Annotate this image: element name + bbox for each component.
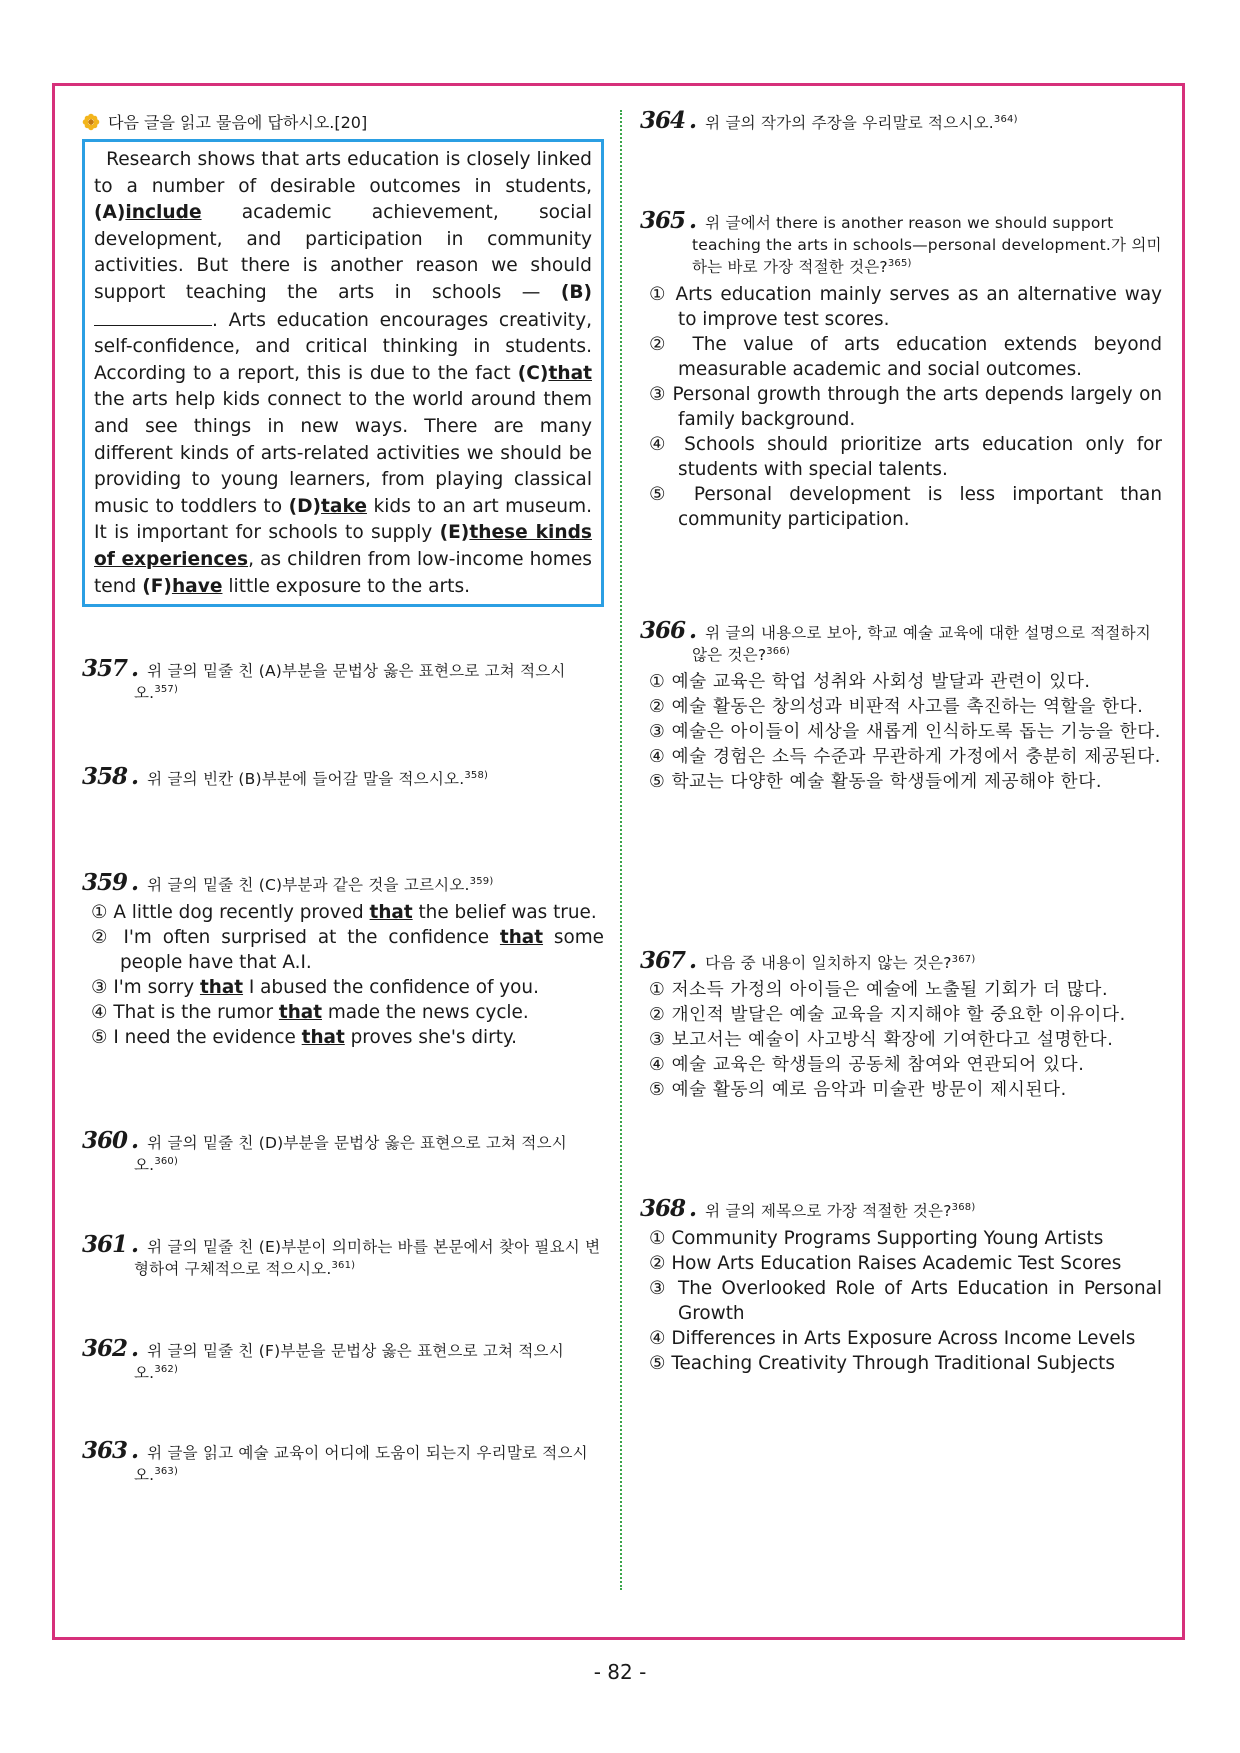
- question-366: 366 . 위 글의 내용으로 보아, 학교 예술 교육에 대한 설명으로 적절하지 않은 것은?$^{366)}$ ① 예술 교육은 학업 성취와 사회성 발달과 관련이 있다. ② 예술 활동은 창의성과 비판적 사고를 촉진하는 역할을 한다. ③ 예술은 아이들이 세상을 새롭게 인식하도록 돕는 기능을 한다. ④ 예술 경험은 소득 수준과 무관하게 가정에서 충분히 제공된다. ⑤ 학교는 다양한 예술 활동을 학생들에게 제공해야 한다.: [640, 620, 1162, 795]
- option-3[interactable]: ③ Personal growth through the arts depends largely on family background.: [649, 384, 1162, 430]
- footnote-ref: 357): [154, 683, 179, 695]
- passage-text: kids to an art museum. It is important for schools to supply: [94, 495, 592, 544]
- footnote-ref: 363): [154, 1465, 179, 1477]
- label-d: (D): [288, 495, 322, 517]
- option-5[interactable]: ⑤ 예술 활동의 예로 음악과 미술관 방문이 제시된다.: [649, 1080, 1067, 1100]
- question-text: 위 글의 제목으로 가장 적절한 것은?: [705, 1202, 952, 1220]
- option-4[interactable]: ④ Differences in Arts Exposure Across Income Levels: [649, 1328, 1136, 1349]
- blank-b: [94, 307, 212, 326]
- option-4[interactable]: ④ 예술 교육은 학생들의 공동체 참여와 연관되어 있다.: [649, 1055, 1085, 1075]
- option-2[interactable]: ② 개인적 발달은 예술 교육을 지지해야 할 중요한 이유이다.: [649, 1005, 1126, 1025]
- footnote-ref: 368): [951, 1201, 976, 1213]
- option-1[interactable]: ① Arts education mainly serves as an alternative way to improve test scores.: [649, 284, 1162, 330]
- question-text: 위 글의 밑줄 친 (F)부분을 문법상 옳은 표현으로 고쳐 적으시오.: [134, 1342, 564, 1382]
- question-text: 위 글의 밑줄 친 (C)부분과 같은 것을 고르시오.: [147, 876, 470, 894]
- question-text: 다음 중 내용이 일치하지 않는 것은?: [705, 954, 952, 972]
- label-e: (E): [439, 522, 470, 544]
- passage-text: the arts help kids connect to the world around them and see things in new ways. There are many different kinds of arts-related activities we should be providing to young learners, from playing classical music to toddlers to: [94, 389, 592, 517]
- option-3[interactable]: ③ 보고서는 예술이 사고방식 확장에 기여한다고 설명한다.: [649, 1030, 1114, 1050]
- question-368: 368 . 위 글의 제목으로 가장 적절한 것은?$^{368)}$ ① Community Programs Supporting Young Artists ② How Arts Education Raises Academic Test Scores ③ The Overlooked Role of Arts Education in Personal Growth ④ Differences in Arts Exposure Across Income Levels ⑤ Teaching Creativity Through Traditional Subjects: [640, 1195, 1162, 1374]
- passage-text: , as children from low-income homes tend: [94, 548, 592, 597]
- question-text: 위 글의 밑줄 친 (D)부분을 문법상 옳은 표현으로 고쳐 적으시오.: [134, 1134, 567, 1174]
- underlined-d: take: [321, 495, 367, 517]
- question-number: 361: [82, 1231, 128, 1258]
- passage-text: academic achievement, social development, and participation in community activities. But there is another reason we should support teaching the arts in schools —: [94, 202, 592, 303]
- question-text: 위 글의 작가의 주장을 우리말로 적으시오.: [705, 114, 994, 132]
- option-2[interactable]: ② The value of arts education extends beyond measurable academic and social outcomes.: [649, 334, 1162, 380]
- footnote-ref: 360): [154, 1155, 179, 1167]
- question-number: 362: [82, 1335, 128, 1362]
- underlined-c: that: [548, 362, 592, 384]
- left-column: [82, 110, 604, 1484]
- question-text: 위 글의 밑줄 친 (E)부분이 의미하는 바를 본문에서 찾아 필요시 변형하여 구체적으로 적으시오.: [134, 1238, 601, 1278]
- option-4[interactable]: ④ That is the rumor that made the news cycle.: [91, 1002, 529, 1023]
- question-number: 364: [640, 107, 686, 134]
- question-364: 364 . 위 글의 작가의 주장을 우리말로 적으시오.$^{364)}$: [640, 107, 1018, 134]
- option-5[interactable]: ⑤ Teaching Creativity Through Traditional Subjects: [649, 1353, 1115, 1374]
- underlined-f: have: [171, 575, 223, 597]
- question-number: 360: [82, 1127, 128, 1154]
- reading-passage: [82, 139, 604, 607]
- question-358: 358 . 위 글의 빈칸 (B)부분에 들어갈 말을 적으시오.$^{358)}$: [82, 763, 489, 790]
- underlined-a: include: [125, 202, 202, 224]
- option-5[interactable]: ⑤ 학교는 다양한 예술 활동을 학생들에게 제공해야 한다.: [649, 772, 1103, 792]
- label-c: (C): [517, 362, 549, 384]
- page-number: - 82 -: [593, 1660, 647, 1684]
- label-b: (B): [560, 281, 592, 303]
- underlined-e: these kinds of experiences: [94, 522, 592, 570]
- question-363: 363 . 위 글을 읽고 예술 교육이 어디에 도움이 되는지 우리말로 적으시오.$^{363)}$: [82, 1437, 588, 1484]
- option-3[interactable]: ③ I'm sorry that I abused the confidence of you.: [91, 977, 539, 998]
- question-text: 위 글을 읽고 예술 교육이 어디에 도움이 되는지 우리말로 적으시오.: [134, 1444, 588, 1484]
- instruction-line: [82, 110, 604, 133]
- passage-text: little exposure to the arts.: [222, 575, 471, 597]
- footnote-ref: 359): [469, 875, 494, 887]
- option-5[interactable]: ⑤ I need the evidence that proves she's dirty.: [91, 1027, 518, 1048]
- question-number: 357: [82, 655, 128, 682]
- question-367: 367 . 다음 중 내용이 일치하지 않는 것은?$^{367)}$ ① 저소득 가정의 아이들은 예술에 노출될 기회가 더 많다. ② 개인적 발달은 예술 교육을 지지해야 할 중요한 이유이다. ③ 보고서는 예술이 사고방식 확장에 기여한다고 설명한다. ④ 예술 교육은 학생들의 공동체 참여와 연관되어 있다. ⑤ 예술 활동의 예로 음악과 미술관 방문이 제시된다.: [640, 950, 1162, 1103]
- question-359: 359 . 위 글의 밑줄 친 (C)부분과 같은 것을 고르시오.$^{359)}$ ① A little dog recently proved that the belief was true. ② I'm often surprised at the confidence that some people have that A.I. ③ I'm sorry that I abused the confidence of you. ④ That is the rumor that made the news cycle. ⑤ I need the evidence that proves she's dirty.: [82, 869, 604, 1048]
- question-text: 위 글의 빈칸 (B)부분에 들어갈 말을 적으시오.: [147, 770, 465, 788]
- question-number: 366: [640, 617, 686, 644]
- option-2[interactable]: ② How Arts Education Raises Academic Test Scores: [649, 1253, 1122, 1274]
- question-number: 363: [82, 1437, 128, 1464]
- option-1[interactable]: ① A little dog recently proved that the belief was true.: [91, 902, 597, 923]
- passage-text: . Arts education encourages creativity, self-confidence, and critical thinking in students. According to a report, this is due to the fact: [94, 309, 592, 384]
- question-number: 365: [640, 207, 686, 234]
- footnote-ref: 358): [464, 769, 489, 781]
- option-5[interactable]: ⑤ Personal development is less important than community participation.: [649, 484, 1162, 530]
- option-4[interactable]: ④ Schools should prioritize arts education only for students with special talents.: [649, 434, 1162, 480]
- option-1[interactable]: ① 예술 교육은 학업 성취와 사회성 발달과 관련이 있다.: [649, 672, 1091, 692]
- question-number: 358: [82, 763, 128, 790]
- footnote-ref: 365): [887, 257, 912, 269]
- option-1[interactable]: ① Community Programs Supporting Young Artists: [649, 1228, 1104, 1249]
- question-360: 360 . 위 글의 밑줄 친 (D)부분을 문법상 옳은 표현으로 고쳐 적으시오.$^{360)}$: [82, 1127, 567, 1174]
- option-1[interactable]: ① 저소득 가정의 아이들은 예술에 노출될 기회가 더 많다.: [649, 980, 1109, 1000]
- footnote-ref: 361): [331, 1259, 356, 1271]
- footnote-ref: 366): [766, 645, 791, 657]
- option-2[interactable]: ② 예술 활동은 창의성과 비판적 사고를 촉진하는 역할을 한다.: [649, 697, 1144, 717]
- instruction-text: 다음 글을 읽고 물음에 답하시오.[20]: [108, 113, 368, 132]
- column-divider: [620, 110, 622, 1590]
- question-362: 362 . 위 글의 밑줄 친 (F)부분을 문법상 옳은 표현으로 고쳐 적으시오.$^{362)}$: [82, 1335, 564, 1382]
- question-365: 365 . 위 글에서 there is another reason we should support teaching the arts in schools—personal development.가 의미하는 바로 가장 적절한 것은?$^{365)}$ ① Arts education mainly serves as an alternative way to improve test scores. ② The value of arts education extends beyond measurable academic and social outcomes. ③ Personal growth through the arts depends largely on family background. ④ Schools should prioritize arts education only for students with special talents. ⑤ Personal development is less important than community participation.: [640, 207, 1162, 530]
- label-a: (A): [94, 202, 126, 224]
- question-number: 359: [82, 869, 128, 896]
- flower-icon: [82, 113, 100, 131]
- option-3[interactable]: ③ 예술은 아이들이 세상을 새롭게 인식하도록 돕는 기능을 한다.: [649, 722, 1161, 742]
- option-3[interactable]: ③ The Overlooked Role of Arts Education in Personal Growth: [649, 1278, 1162, 1324]
- footnote-ref: 364): [993, 113, 1018, 125]
- question-357: 357 . 위 글의 밑줄 친 (A)부분을 문법상 옳은 표현으로 고쳐 적으시오.$^{357)}$: [82, 655, 566, 702]
- question-361: 361 . 위 글의 밑줄 친 (E)부분이 의미하는 바를 본문에서 찾아 필요시 변형하여 구체적으로 적으시오.$^{361)}$: [82, 1231, 601, 1278]
- question-number: 367: [640, 947, 686, 974]
- question-number: 368: [640, 1195, 686, 1222]
- label-f: (F): [142, 575, 172, 597]
- footnote-ref: 367): [951, 953, 976, 965]
- option-2[interactable]: ② I'm often surprised at the confidence that some people have that A.I.: [91, 927, 604, 973]
- question-text: 위 글의 내용으로 보아, 학교 예술 교육에 대한 설명으로 적절하지 않은 것은?: [692, 624, 1151, 664]
- option-4[interactable]: ④ 예술 경험은 소득 수준과 무관하게 가정에서 충분히 제공된다.: [649, 747, 1161, 767]
- question-text: 위 글에서 there is another reason we should support teaching the arts in schools—personal development.가 의미하는 바로 가장 적절한 것은?: [692, 214, 1162, 276]
- passage-text: Research shows that arts education is closely linked to a number of desirable outcomes in students,: [94, 149, 592, 197]
- question-text: 위 글의 밑줄 친 (A)부분을 문법상 옳은 표현으로 고쳐 적으시오.: [134, 662, 566, 702]
- footnote-ref: 362): [154, 1363, 179, 1375]
